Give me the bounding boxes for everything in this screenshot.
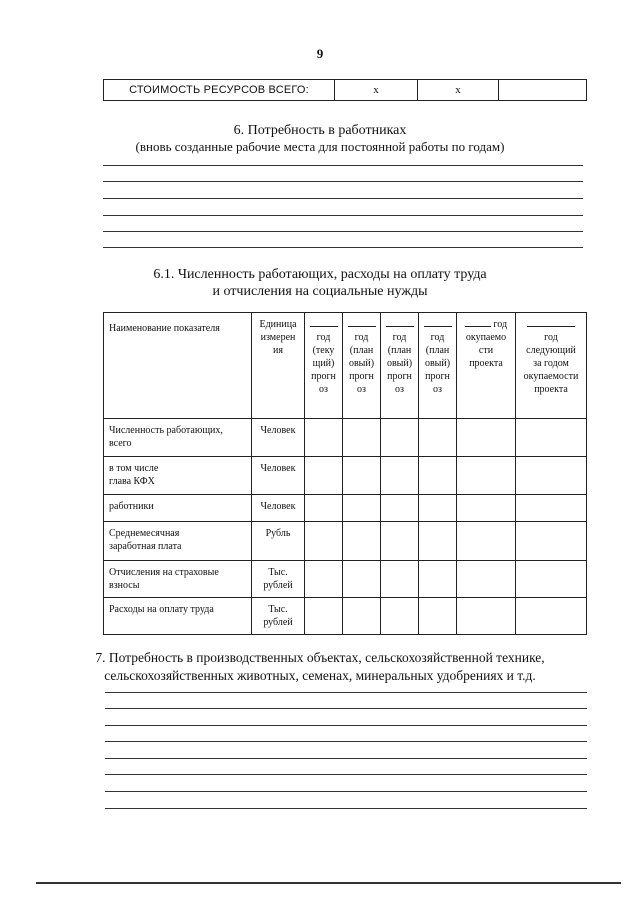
table-row	[104, 522, 587, 561]
row-label: Отчисления на страховые взносы	[104, 561, 252, 598]
row-unit: Человек	[252, 419, 305, 457]
cost-cell[interactable]: х	[418, 80, 499, 101]
header-indicator-name: Наименование показателя	[104, 313, 252, 419]
data-cell[interactable]	[516, 495, 587, 522]
header-year-after-payback: год следующий за годом окупаемости проекта	[516, 313, 587, 419]
cost-cell[interactable]: х	[335, 80, 418, 101]
year-blank[interactable]	[424, 319, 452, 327]
row-label: Численность работающих, всего	[104, 419, 252, 457]
cost-total-label: СТОИМОСТЬ РЕСУРСОВ ВСЕГО:	[104, 80, 335, 101]
section-61-title-line1: 6.1. Численность работающих, расходы на оплату труда	[153, 267, 487, 282]
table-header-row	[104, 313, 587, 419]
data-cell[interactable]	[457, 598, 516, 635]
fill-line[interactable]	[103, 181, 583, 182]
section-7-title-line1: 7. Потребность в производственных объектах, сельскохозяйственной технике,	[95, 650, 545, 665]
page-bottom-divider	[36, 882, 621, 884]
row-unit: Человек	[252, 457, 305, 495]
data-cell[interactable]	[457, 419, 516, 457]
resource-cost-table	[103, 79, 587, 101]
fill-line[interactable]	[103, 247, 583, 248]
fill-line[interactable]	[105, 808, 587, 809]
data-cell[interactable]	[457, 522, 516, 561]
data-cell[interactable]	[516, 419, 587, 457]
fill-line[interactable]	[103, 165, 583, 166]
data-cell[interactable]	[305, 419, 343, 457]
data-cell[interactable]	[381, 561, 419, 598]
data-cell[interactable]	[343, 522, 381, 561]
data-cell[interactable]	[516, 522, 587, 561]
data-cell[interactable]	[381, 457, 419, 495]
data-cell[interactable]	[457, 495, 516, 522]
workers-table	[103, 312, 587, 635]
cost-cell[interactable]	[499, 80, 587, 101]
data-cell[interactable]	[419, 495, 457, 522]
header-year-current: год (теку щий) прогн оз	[305, 313, 343, 419]
data-cell[interactable]	[381, 522, 419, 561]
row-unit: Рубль	[252, 522, 305, 561]
data-cell[interactable]	[381, 495, 419, 522]
fill-line[interactable]	[105, 741, 587, 742]
row-label: в том числе глава КФХ	[104, 457, 252, 495]
fill-line[interactable]	[103, 215, 583, 216]
header-year-plan-2: год (план овый) прогн оз	[381, 313, 419, 419]
data-cell[interactable]	[516, 598, 587, 635]
data-cell[interactable]	[419, 598, 457, 635]
fill-line[interactable]	[105, 758, 587, 759]
year-blank[interactable]	[465, 319, 491, 327]
section-6-title: 6. Потребность в работниках	[233, 123, 407, 138]
fill-line[interactable]	[105, 725, 587, 726]
row-label: работники	[104, 495, 252, 522]
section-6-subtitle: (вновь созданные рабочие места для постоянной работы по годам)	[135, 139, 505, 154]
fill-line[interactable]	[105, 708, 587, 709]
header-unit: Единица измерен ия	[252, 313, 305, 419]
fill-line[interactable]	[105, 791, 587, 792]
data-cell[interactable]	[343, 561, 381, 598]
fill-line[interactable]	[105, 692, 587, 693]
year-blank[interactable]	[386, 319, 414, 327]
fill-line[interactable]	[103, 198, 583, 199]
row-label: Расходы на оплату труда	[104, 598, 252, 635]
table-row	[104, 598, 587, 635]
table-row	[104, 419, 587, 457]
data-cell[interactable]	[305, 522, 343, 561]
row-unit: Тыс. рублей	[252, 561, 305, 598]
data-cell[interactable]	[419, 457, 457, 495]
data-cell[interactable]	[516, 457, 587, 495]
data-cell[interactable]	[343, 419, 381, 457]
data-cell[interactable]	[305, 561, 343, 598]
data-cell[interactable]	[381, 419, 419, 457]
data-cell[interactable]	[457, 561, 516, 598]
data-cell[interactable]	[305, 598, 343, 635]
year-blank[interactable]	[527, 319, 575, 327]
data-cell[interactable]	[457, 457, 516, 495]
data-cell[interactable]	[419, 522, 457, 561]
data-cell[interactable]	[343, 495, 381, 522]
page-number: 9	[316, 46, 324, 61]
header-year-plan-3: год (план овый) прогн оз	[419, 313, 457, 419]
header-year-payback: год окупаемо сти проекта	[457, 313, 516, 419]
table-row	[104, 80, 587, 101]
year-blank[interactable]	[348, 319, 376, 327]
data-cell[interactable]	[343, 598, 381, 635]
data-cell[interactable]	[381, 598, 419, 635]
header-year-plan-1: год (план овый) прогн оз	[343, 313, 381, 419]
row-unit: Тыс. рублей	[252, 598, 305, 635]
row-unit: Человек	[252, 495, 305, 522]
data-cell[interactable]	[419, 561, 457, 598]
table-row	[104, 561, 587, 598]
section-7-title-line2: сельскохозяйственных животных, семенах, минеральных удобрениях и т.д.	[104, 668, 536, 683]
data-cell[interactable]	[516, 561, 587, 598]
data-cell[interactable]	[343, 457, 381, 495]
fill-line[interactable]	[105, 774, 587, 775]
table-row	[104, 495, 587, 522]
data-cell[interactable]	[419, 419, 457, 457]
table-row	[104, 457, 587, 495]
data-cell[interactable]	[305, 457, 343, 495]
fill-line[interactable]	[103, 231, 583, 232]
year-blank[interactable]	[310, 319, 338, 327]
row-label: Среднемесячная заработная плата	[104, 522, 252, 561]
data-cell[interactable]	[305, 495, 343, 522]
section-61-title-line2: и отчисления на социальные нужды	[212, 284, 428, 299]
